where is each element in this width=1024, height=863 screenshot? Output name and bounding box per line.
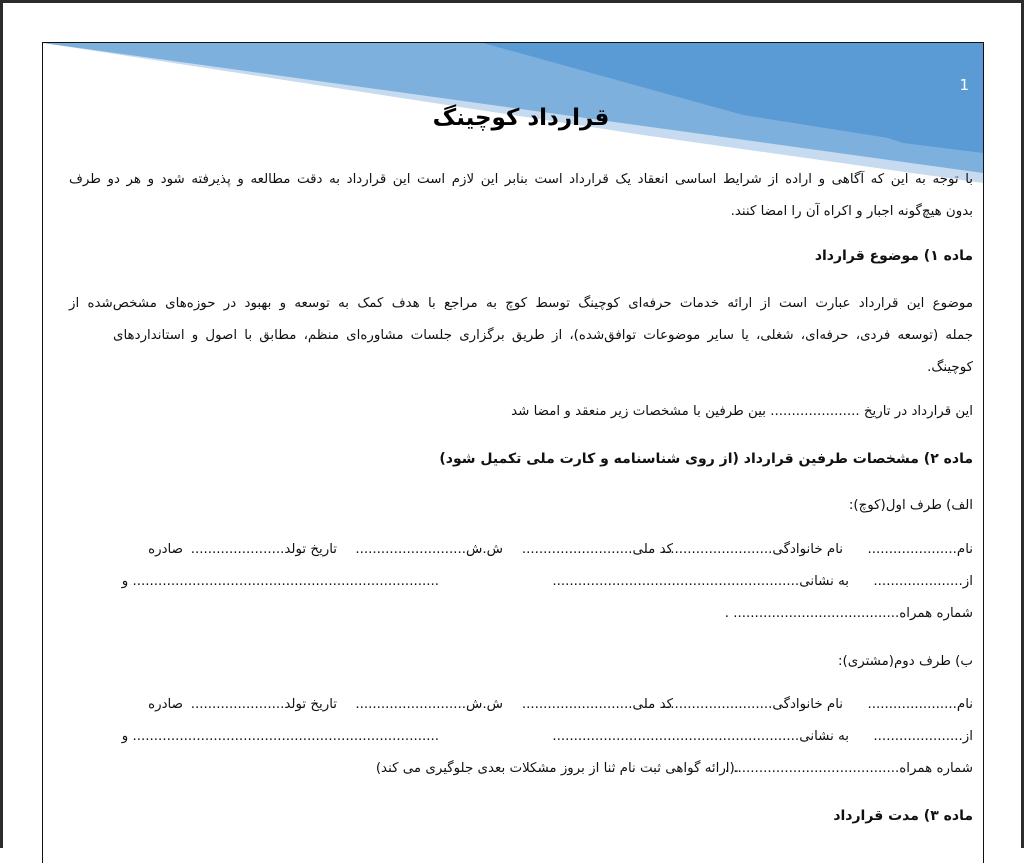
- party-a-family-field[interactable]: نام خانوادگی..........................: [661, 542, 843, 557]
- party-b-id-number-field[interactable]: ش.ش..........................: [355, 697, 503, 712]
- window-frame-left: [0, 0, 3, 848]
- party-a-address-continued[interactable]: ........................................................................ و: [121, 574, 439, 589]
- article-1-heading: ماده ۱) موضوع قرارداد: [814, 248, 973, 264]
- party-a-issued-label: صادره: [148, 542, 183, 557]
- article-3-heading: ماده ۳) مدت قرارداد: [833, 808, 973, 824]
- intro-line-2: بدون هیچ‌گونه اجبار و اکراه آن را امضا کنند.: [730, 204, 973, 219]
- document-page: [42, 42, 984, 863]
- party-b-mobile-field[interactable]: شماره همراه....................................... .: [724, 761, 973, 776]
- window-frame-top: [0, 0, 1024, 3]
- party-a-mobile-field[interactable]: شماره همراه....................................... .: [724, 606, 973, 621]
- party-a-birth-date-field[interactable]: تاریخ تولد......................: [190, 542, 337, 557]
- party-b-label: ب) طرف دوم(مشتری):: [838, 654, 973, 669]
- party-b-address-field[interactable]: به نشانی..........................................................: [552, 729, 849, 744]
- contract-date-line: این قرارداد در تاریخ ..................... بین طرفین با مشخصات زیر منعقد و امضا شد: [511, 404, 973, 419]
- party-b-national-code-field[interactable]: کد ملی..........................: [521, 697, 673, 712]
- article-2-heading: ماده ۲) مشخصات طرفین قرارداد (از روی شناسنامه و کارت ملی تکمیل شود): [439, 451, 973, 467]
- party-a-id-number-field[interactable]: ش.ش..........................: [355, 542, 503, 557]
- party-a-national-code-field[interactable]: کد ملی..........................: [521, 542, 673, 557]
- party-a-label: الف) طرف اول(کوچ):: [848, 498, 973, 513]
- article-1-line-1: موضوع این قرارداد عبارت است از ارائه خدمات حرفه‌ای کوچینگ توسط کوچ به مراجع با هدف کمک به توسعه و بهبود در حوزه‌های مشخص‌شده از: [69, 296, 973, 311]
- intro-line-1: با توجه به این که آگاهی و اراده از شرایط اساسی انعقاد یک قرارداد است بنابر این لازم است این قرارداد به دقت مطالعه و پذیرفته شود و هر دو طرف: [69, 172, 973, 187]
- party-b-issued-label: صادره: [148, 697, 183, 712]
- party-b-address-continued[interactable]: ........................................................................ و: [121, 729, 439, 744]
- party-b-from-field[interactable]: از.....................: [873, 729, 973, 744]
- page-number: 1: [959, 76, 969, 94]
- party-b-birth-date-field[interactable]: تاریخ تولد......................: [190, 697, 337, 712]
- party-b-family-field[interactable]: نام خانوادگی..........................: [661, 697, 843, 712]
- party-a-name-field[interactable]: نام.....................: [867, 542, 973, 557]
- party-b-registration-note: .(ارائه گواهی ثبت نام ثنا از بروز مشکلات بعدی جلوگیری می کند): [375, 761, 739, 776]
- article-1-line-2: جمله (توسعه فردی، حرفه‌ای، شغلی، یا سایر موضوعات توافق‌شده)، از طریق برگزاری جلسات مشاوره‌ای منظم، مطابق با اصول و استانداردهای: [113, 328, 973, 343]
- party-b-name-field[interactable]: نام.....................: [867, 697, 973, 712]
- article-1-line-3: کوچینگ.: [927, 360, 973, 375]
- document-title: قرارداد کوچینگ: [432, 105, 610, 131]
- party-a-from-field[interactable]: از.....................: [873, 574, 973, 589]
- party-a-address-field[interactable]: به نشانی..........................................................: [552, 574, 849, 589]
